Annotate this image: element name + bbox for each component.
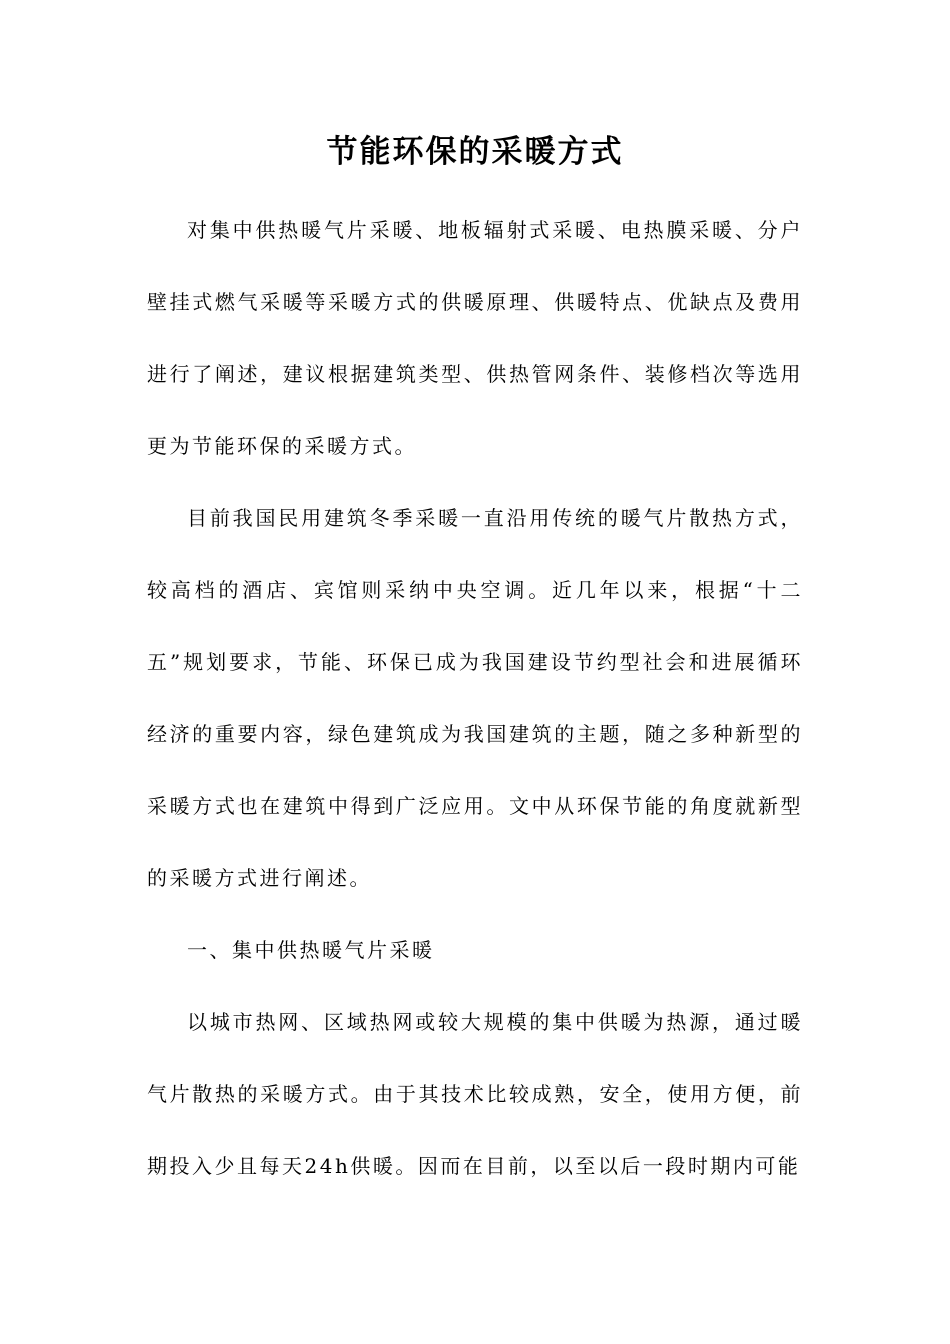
document-title: 节能环保的采暖方式 — [326, 134, 624, 170]
background-paragraph: 目前我国民用建筑冬季采暖一直沿用传统的暖气片散热方式，较高档的酒店、宾馆则采纳中央空调。近几年以来，根据“十二五”规划要求，节能、环保已成为我国建设节约型社会和进展循环经济的重要内容，绿色建筑成为我国建筑的主题，随之多种新型的采暖方式也在建筑中得到广泛应用。文中从环保节能的角度就新型的采暖方式进行阐述。 — [147, 506, 803, 890]
section-paragraph: 以城市热网、区域热网或较大规模的集中供暖为热源，通过暖气片散热的采暖方式。由于其技术比较成熟，安全，使用方便，前期投入少且每天24h供暖。因而在目前，以至以后一段时期内可能 — [147, 1010, 803, 1178]
document-body — [147, 194, 803, 1202]
intro-paragraph: 对集中供热暖气片采暖、地板辐射式采暖、电热膜采暖、分户壁挂式燃气采暖等采暖方式的供暖原理、供暖特点、优缺点及费用进行了阐述，建议根据建筑类型、供热管网条件、装修档次等选用更为节能环保的采暖方式。 — [147, 218, 803, 458]
section-heading: 一、集中供热暖气片采暖 — [187, 938, 435, 962]
